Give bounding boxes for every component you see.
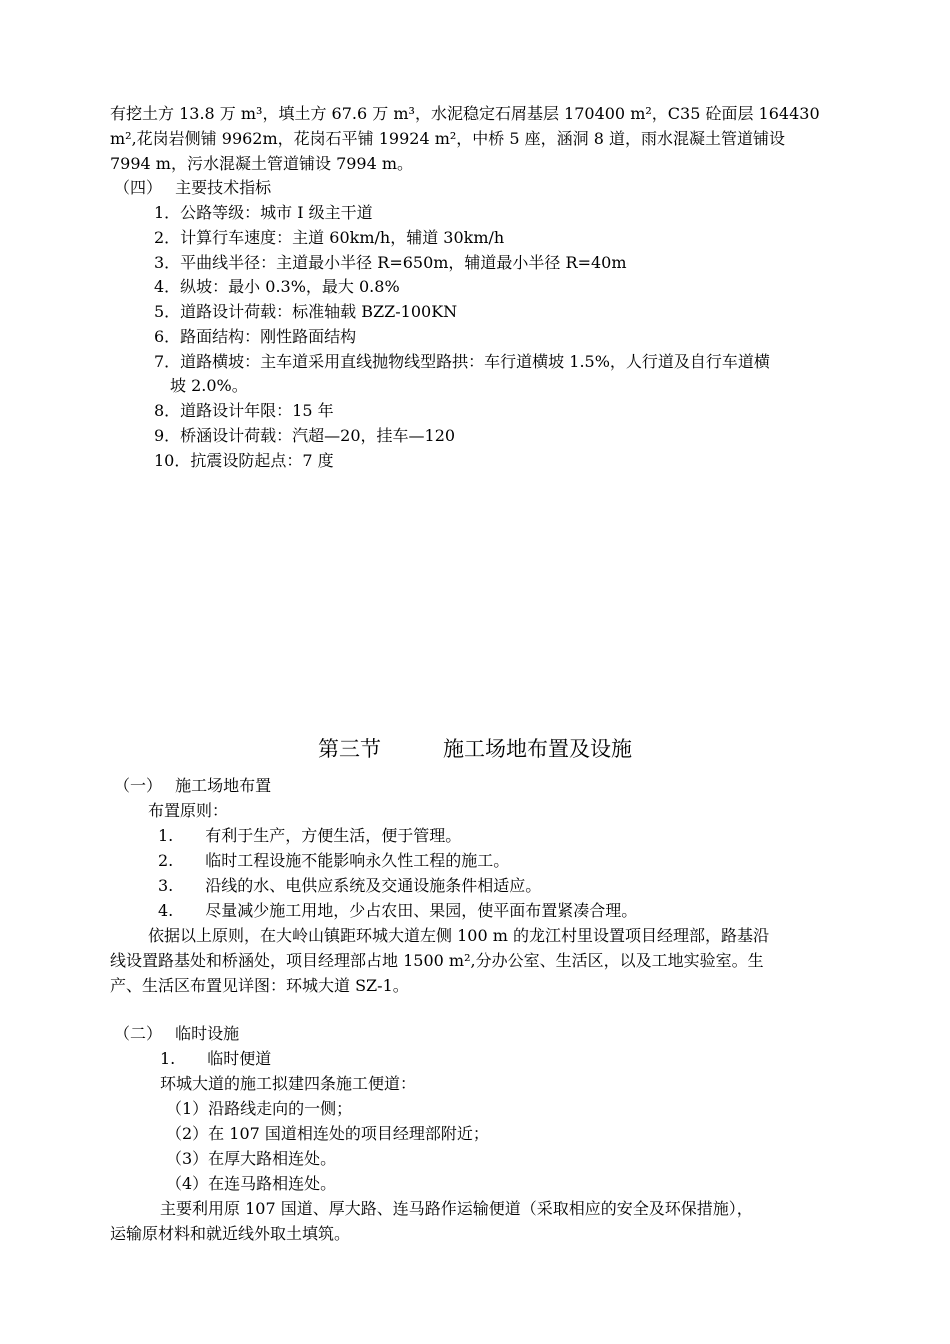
- spec-item: 8．道路设计年限：15 年: [154, 401, 334, 420]
- spec-item: 2．计算行车速度：主道 60km/h，辅道 30km/h: [154, 228, 505, 247]
- closing-line-1: 主要利用原 107 国道、厚大路、连马路作运输便道（采取相应的安全及环保措施），: [160, 1199, 753, 1218]
- intro-line-2: m²,花岗岩侧铺 9962m，花岗石平铺 19924 m²，中桥 5 座，涵洞 8 道，雨水混凝土管道铺设: [110, 129, 786, 148]
- principles-label: 布置原则：: [148, 801, 229, 820]
- spec-item-continued: 坡 2.0%。: [170, 376, 248, 395]
- closing-line-2: 运输原材料和就近线外取土填筑。: [110, 1224, 351, 1243]
- layout-paragraph-line-1: 依据以上原则，在大岭山镇距环城大道左侧 100 m 的龙江村里设置项目经理部，路基沿: [148, 926, 769, 945]
- layout-paragraph-line-3: 产、生活区布置见详图：环城大道 SZ-1。: [110, 976, 409, 995]
- principle-item: 1. 有利于生产，方便生活，便于管理。: [158, 826, 462, 845]
- principle-item: 2. 临时工程设施不能影响永久性工程的施工。: [158, 851, 510, 870]
- temp-road-heading: 1. 临时便道: [160, 1049, 272, 1068]
- spec-item: 7．道路横坡：主车道采用直线抛物线型路拱：车行道横坡 1.5%，人行道及自行车道横: [154, 352, 770, 371]
- principle-item: 3. 沿线的水、电供应系统及交通设施条件相适应。: [158, 876, 542, 895]
- part-1-heading: （一） 施工场地布置: [114, 776, 272, 795]
- temp-road-item: （3）在厚大路相连处。: [166, 1149, 337, 1168]
- spec-item: 1．公路等级：城市 I 级主干道: [154, 203, 373, 222]
- layout-paragraph-line-2: 线设置路基处和桥涵处，项目经理部占地 1500 m²,分办公室、生活区，以及工地实验室。生: [110, 951, 764, 970]
- principle-item: 4. 尽量减少施工用地，少占农田、果园，使平面布置紧凑合理。: [158, 901, 638, 920]
- spec-item: 4．纵坡：最小 0.3%，最大 0.8%: [154, 277, 400, 296]
- spec-item: 5．道路设计荷载：标准轴载 BZZ-100KN: [154, 302, 458, 321]
- spec-item: 9．桥涵设计荷载：汽超—20，挂车—120: [154, 426, 456, 445]
- temp-road-item: （2）在 107 国道相连处的项目经理部附近；: [166, 1124, 489, 1143]
- spec-item: 3．平曲线半径：主道最小半径 R=650m，辅道最小半径 R=40m: [154, 253, 627, 272]
- temp-road-intro: 环城大道的施工拟建四条施工便道：: [160, 1074, 417, 1093]
- spec-item: 6．路面结构：刚性路面结构: [154, 327, 357, 346]
- part-2-heading: （二） 临时设施: [114, 1024, 240, 1043]
- section-number: 第三节: [318, 737, 381, 761]
- intro-line-1: 有挖土方 13.8 万 m³，填土方 67.6 万 m³，水泥稳定石屑基层 170400 m²，C35 砼面层 164430: [110, 104, 820, 123]
- spec-item: 10．抗震设防起点：7 度: [154, 451, 334, 470]
- temp-road-item: （4）在连马路相连处。: [166, 1174, 337, 1193]
- temp-road-item: （1）沿路线走向的一侧；: [166, 1099, 353, 1118]
- section-title: [0, 734, 950, 764]
- section-name: 施工场地布置及设施: [443, 737, 632, 761]
- section-4-heading: （四） 主要技术指标: [114, 178, 272, 197]
- intro-line-3: 7994 m，污水混凝土管道铺设 7994 m。: [110, 154, 414, 173]
